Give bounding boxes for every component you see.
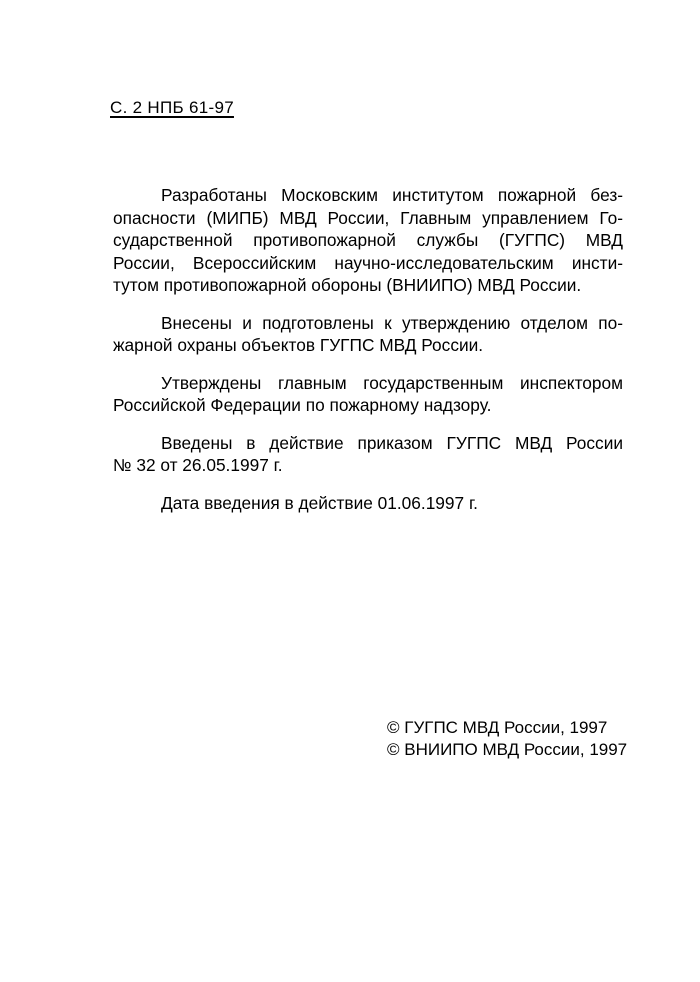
text-line: опасности (МИПБ) МВД России, Главным управлением Го- xyxy=(113,207,623,228)
paragraph-developed-by xyxy=(113,184,623,297)
paragraph-submitted-by xyxy=(113,312,623,357)
text-line: жарной охраны объектов ГУГПС МВД России. xyxy=(113,335,484,355)
copyright-line: © ГУГПС МВД России, 1997 xyxy=(387,718,608,737)
text-line: Российской Федерации по пожарному надзору. xyxy=(113,395,492,415)
text-line: сударственной противопожарной службы (ГУГПС) МВД xyxy=(113,230,623,250)
document-body xyxy=(113,184,623,514)
text-line: Внесены и подготовлены к утверждению отделом по- xyxy=(161,312,623,333)
text-line: Утверждены главным государственным инспектором xyxy=(161,372,623,393)
text-line: тутом противопожарной обороны (ВНИИПО) МВД России. xyxy=(113,275,582,295)
copyright-line: © ВНИИПО МВД России, 1997 xyxy=(387,740,628,759)
text-line: Введены в действие приказом ГУГПС МВД России xyxy=(161,432,623,453)
paragraph-approved-by xyxy=(113,372,623,417)
text-line: России, Всероссийским научно-исследовательским инсти- xyxy=(113,252,623,273)
paragraph-enacted-by xyxy=(113,432,623,477)
text-line: № 32 от 26.05.1997 г. xyxy=(113,455,283,475)
page-header: С. 2 НПБ 61-97 xyxy=(110,98,234,117)
copyright-block xyxy=(387,717,627,761)
text-line: Дата введения в действие 01.06.1997 г. xyxy=(161,492,478,513)
text-line: Разработаны Московским институтом пожарной без- xyxy=(161,185,623,205)
paragraph-effective-date xyxy=(113,492,623,515)
